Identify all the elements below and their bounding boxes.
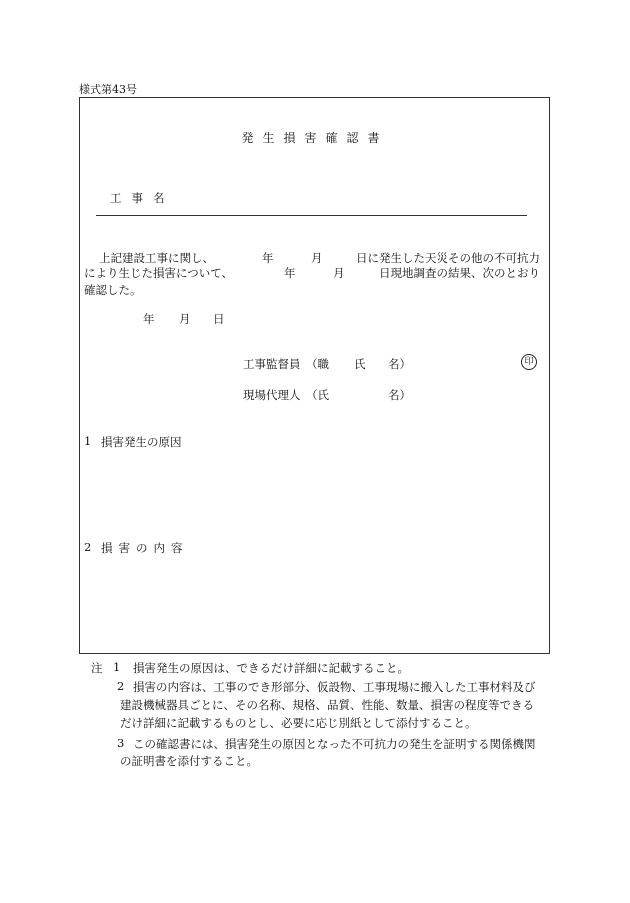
date-day: 日: [213, 312, 225, 326]
note-1-line-1: 損害発生の原因は、できるだけ詳細に記載すること。: [133, 661, 409, 675]
paragraph-line-2-start: により生じた損害について、: [84, 266, 234, 280]
note-3-line-1: この確認書には、損害発生の原因となった不可抗力の発生を証明する関係機関: [133, 737, 536, 751]
date-month: 月: [179, 312, 191, 326]
agent-mei-label: 名）: [388, 388, 411, 402]
supervisor-job-label: （職: [306, 357, 329, 371]
paragraph-line-2-year: 年: [284, 266, 296, 280]
paragraph-line-1-end: 日に発生した天災その他の不可抗力: [356, 251, 540, 265]
form-frame: [79, 97, 550, 654]
paragraph-line-1-month: 月: [311, 251, 323, 265]
seal-mark: 印: [521, 354, 537, 370]
paragraph-line-1-start: 上記建設工事に関し、: [99, 251, 214, 265]
note-1-number: 1: [113, 660, 121, 674]
note-2-line-3: だけ詳細に記載するものとし、必要に応じ別紙として添付すること。: [120, 716, 477, 730]
note-2-line-1: 損害の内容は、工事のでき形部分、仮設物、工事現場に搬入した工事材料及び: [133, 680, 536, 694]
supervisor-mei-label: 名）: [388, 357, 411, 371]
section-2-label: 損害の内容: [101, 541, 189, 555]
paragraph-line-2-month: 月: [333, 266, 345, 280]
date-year: 年: [143, 312, 155, 326]
section-2-number: 2: [84, 540, 92, 554]
construction-name-line: [96, 215, 527, 216]
supervisor-shi-label: 氏: [354, 357, 366, 371]
paragraph-line-1-year: 年: [262, 251, 274, 265]
notes-header: 注: [91, 661, 103, 675]
agent-title: 現場代理人: [243, 388, 301, 402]
note-2-number: 2: [117, 679, 125, 693]
supervisor-title: 工事監督員: [243, 357, 301, 371]
paragraph-line-3: 確認した。: [84, 283, 142, 297]
note-2-line-2: 建設機械器具ごとに、その名称、規格、品質、性能、数量、損害の程度等できる: [120, 698, 534, 712]
agent-shi-label: （氏: [306, 388, 329, 402]
note-3-number: 3: [117, 736, 125, 750]
section-1-number: 1: [84, 434, 92, 448]
form-number: 様式第43号: [79, 83, 137, 96]
document-title: 発生損害確認書: [241, 131, 389, 145]
paragraph-line-2-end: 日現地調査の結果、次のとおり: [379, 266, 540, 280]
note-3-line-2: の証明書を添付すること。: [120, 754, 258, 768]
construction-name-label: 工事名: [110, 191, 175, 205]
section-1-label: 損害発生の原因: [101, 435, 182, 449]
